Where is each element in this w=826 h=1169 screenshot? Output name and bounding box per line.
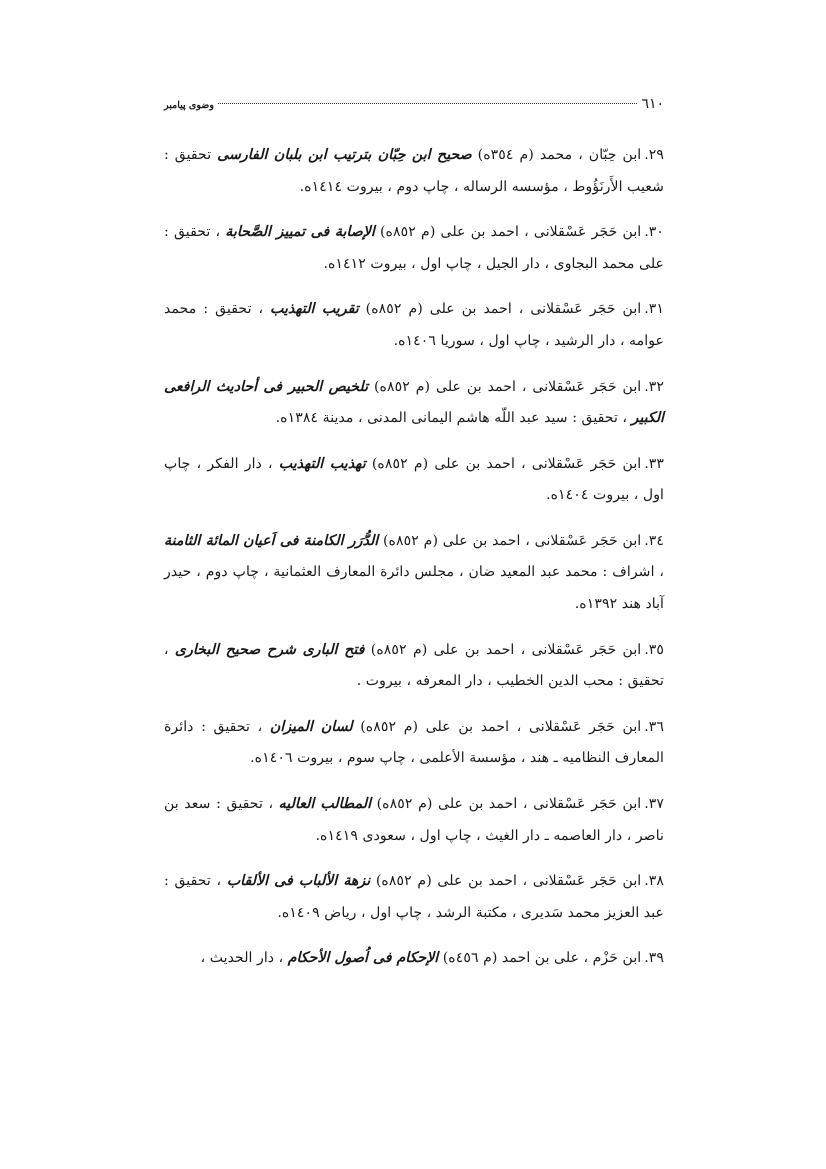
entry-number: ٣٣. [644,455,665,472]
entry-title: الدُّرَر الکامنة فی اَعیان المائة الثامنة [164,532,379,549]
entry-number: ٣٤. [644,532,664,549]
entry-author: ابن حَجَر عَسْقلانی ، احمد بن علی (م ٨٥٢ه) [365,455,642,472]
bibliography-entry [164,866,664,929]
entry-details: ، دار الحدیث ، [200,950,288,967]
entry-number: ٣٧. [644,796,665,812]
bibliography-entry [164,635,664,698]
page-number: ٦١٠ [641,96,664,112]
bibliography-entry [164,217,664,280]
bibliography-entry [164,449,664,512]
entry-title: الإصابة فی تمییز الصَّحابة [225,224,375,241]
entry-details: ، تحقیق : سعد بن ناصر ، دار العاصمه ـ دار الغیث ، چاپ اول ، سعودی ١٤١٩ه. [164,796,664,844]
entry-number: ٣٦. [644,718,665,735]
entry-details: تحقیق : شعیب الأَرنَؤُوط ، مؤسسه الرساله ، چاپ دوم ، بیروت ١٤١٤ه. [164,147,664,195]
document-page [164,96,664,979]
entry-details: ، تحقیق : علی محمد البجاوی ، دار الجیل ، چاپ اول ، بیروت ١٤١٢ه. [164,224,664,272]
entry-details: ، اشراف : محمد عبد المعید ضان ، مجلس دائرة المعارف العثمانیة ، چاپ دوم ، حیدر آباد هند ١٣٩٢ه. [164,564,664,612]
entry-title: تقریب التهذیب [270,301,359,318]
entry-title: تهذیب التهذیب [278,455,366,472]
running-title: وضوی پیامبر [164,100,214,111]
bibliography-entry [164,372,664,435]
entry-details: ، تحقیق : عبد العزیز محمد سَدیری ، مکتبة الرشد ، چاپ اول ، ریاض ١٤٠٩ه. [164,873,664,921]
entry-number: ٣١. [644,301,665,318]
bibliography-entry [164,526,664,621]
entry-number: ٣٨. [644,873,664,890]
page-header [164,96,664,116]
entry-title: تلخیص الحبیر فی أحادیث الرافعی الکبیر [164,378,664,427]
entry-number: ٣٠. [644,224,665,241]
entry-title: فتح الباری شرح صحیح البخاری [174,641,365,658]
entry-details: ، تحقیق : محمد عوامه ، دار الرشید ، چاپ اول ، سوریا ١٤٠٦ه. [164,301,664,349]
entry-author: ابن حَجَر عَسْقلانی ، احمد بن علی (م ٨٥٢ه) [371,796,642,812]
entry-number: ٢٩. [644,147,665,163]
entry-number: ٣٥. [644,641,664,658]
entry-author: ابن حَجَر عَسْقلانی ، احمد بن علی (م ٨٥٢ه) [364,641,642,658]
entry-details: ، تحقیق : محب الدین الخطیب ، دار المعرفه ، بیروت . [164,641,664,690]
header-dotted-leader [218,103,638,104]
entry-number: ٣٢. [644,378,664,395]
entry-details: ، دار الفکر ، چاپ اول ، بیروت ١٤٠٤ه. [164,455,664,504]
entry-details: ، تحقیق : دائرة المعارف النظامیه ـ هند ، مؤسسة الأعلمی ، چاپ سوم ، بیروت ١٤٠٦ه. [164,718,664,767]
bibliography-entry [164,140,664,203]
entry-details: ، تحقیق : سید عبد اللّه هاشم الیمانی المدنی ، مدینة ١٣٨٤ه. [275,410,632,427]
entry-author: ابن حِبّان ، محمد (م ٣٥٤ه) [471,147,642,163]
entry-author: ابن حَجَر عَسْقلانی ، احمد بن علی (م ٨٥٢ه) [358,301,642,318]
bibliography-list [164,140,664,975]
entry-title: صحیح ابن حِبّان بترتیب ابن بلبان الفارسی [217,147,472,163]
bibliography-entry [164,943,664,975]
entry-author: ابن حَزْم ، علی بن احمد (م ٤٥٦ه) [438,950,642,967]
entry-author: ابن حَجَر عَسْقلانی ، احمد بن علی (م ٨٥٢ه) [378,532,642,549]
entry-title: الإحکام فی اُصول الأحکام [287,950,439,967]
entry-author: ابن حَجَر عَسْقلانی ، احمد بن علی (م ٨٥٢ه) [374,224,642,241]
entry-title: لسان المیزان [269,718,353,735]
entry-title: نزهة الألباب فی الألقاب [226,873,371,890]
entry-author: ابن حَجَر عَسْقلانی ، احمد بن علی (م ٨٥٢ه) [368,378,642,395]
entry-author: ابن حَجَر عَسْقلانی ، احمد بن علی (م ٨٥٢ه) [352,718,642,735]
bibliography-entry [164,294,664,357]
bibliography-entry [164,712,664,775]
entry-title: المطالب العالیه [278,796,372,812]
entry-number: ٣٩. [644,950,664,967]
bibliography-entry [164,789,664,852]
entry-author: ابن حَجَر عَسْقلانی ، احمد بن علی (م ٨٥٢ه) [370,873,642,890]
